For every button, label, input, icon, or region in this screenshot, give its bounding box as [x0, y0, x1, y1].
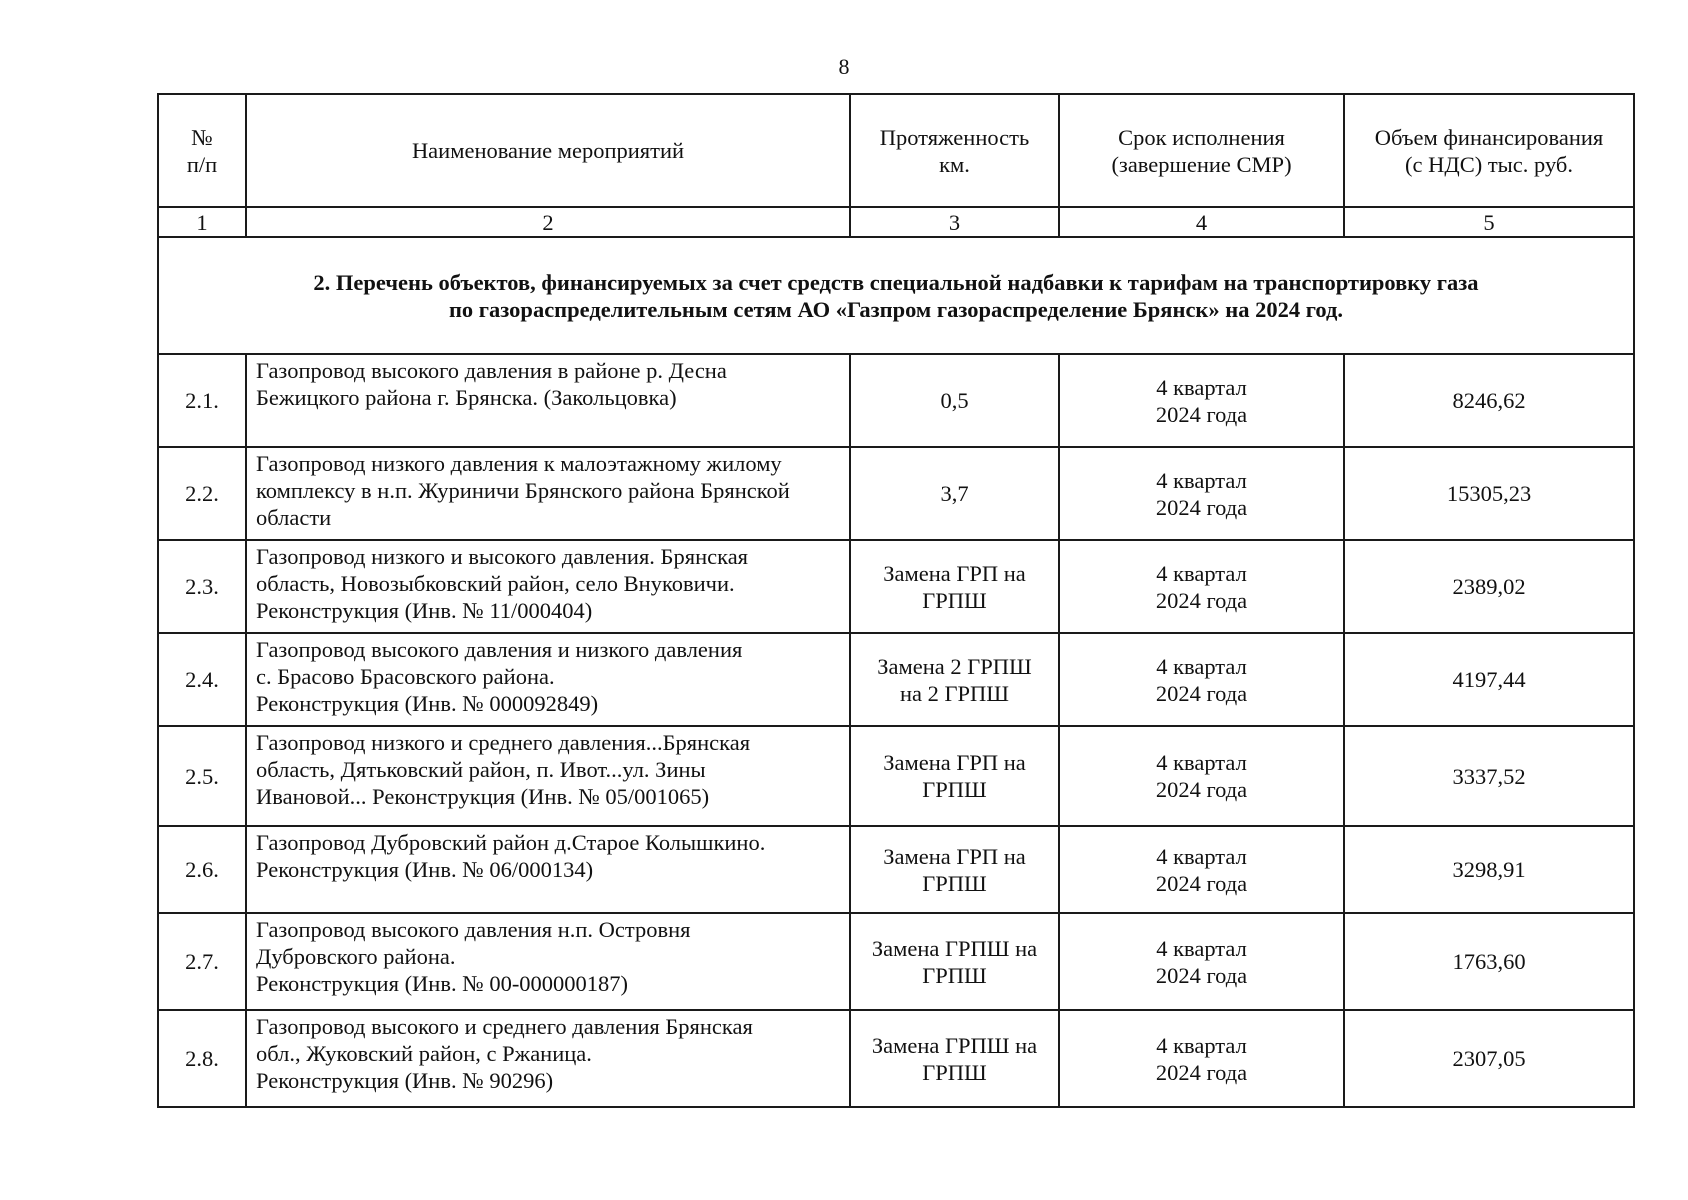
row-number: 2.6.: [158, 826, 246, 913]
row-amount: 1763,60: [1344, 913, 1634, 1010]
row-amount: 15305,23: [1344, 447, 1634, 540]
row-amount: 4197,44: [1344, 633, 1634, 726]
table-header-row: [158, 94, 1634, 207]
table-row: [158, 633, 1634, 726]
section-row: [158, 237, 1634, 354]
row-name: Газопровод высокого и среднего давления Брянская обл., Жуковский район, с Ржаница. Реконструкция (Инв. № 90296): [246, 1010, 850, 1107]
row-amount: 3337,52: [1344, 726, 1634, 826]
row-deadline: 4 квартал 2024 года: [1059, 826, 1344, 913]
row-number: 2.2.: [158, 447, 246, 540]
table-row: [158, 913, 1634, 1010]
row-number: 2.1.: [158, 354, 246, 447]
column-number: 3: [850, 207, 1059, 237]
table-row: [158, 447, 1634, 540]
row-deadline: 4 квартал 2024 года: [1059, 1010, 1344, 1107]
row-length: Замена ГРПШ на ГРПШ: [850, 1010, 1059, 1107]
table-row: [158, 826, 1634, 913]
row-length: 0,5: [850, 354, 1059, 447]
row-number: 2.4.: [158, 633, 246, 726]
row-name: Газопровод низкого давления к малоэтажному жилому комплексу в н.п. Журиничи Брянского района Брянской области: [246, 447, 850, 540]
row-deadline: 4 квартал 2024 года: [1059, 540, 1344, 633]
row-number: 2.7.: [158, 913, 246, 1010]
header-name: Наименование мероприятий: [246, 94, 850, 207]
row-number: 2.8.: [158, 1010, 246, 1107]
page-number: 8: [838, 54, 850, 79]
row-name: Газопровод высокого давления в районе р. Десна Бежицкого района г. Брянска. (Закольцовка): [246, 354, 850, 447]
row-amount: 2389,02: [1344, 540, 1634, 633]
row-number: 2.5.: [158, 726, 246, 826]
row-amount: 3298,91: [1344, 826, 1634, 913]
column-number: 2: [246, 207, 850, 237]
financing-table: [157, 93, 1635, 1108]
table-row: [158, 354, 1634, 447]
table-row: [158, 540, 1634, 633]
row-deadline: 4 квартал 2024 года: [1059, 726, 1344, 826]
row-amount: 8246,62: [1344, 354, 1634, 447]
row-length: Замена 2 ГРПШ на 2 ГРПШ: [850, 633, 1059, 726]
row-length: Замена ГРП на ГРПШ: [850, 726, 1059, 826]
column-number: 4: [1059, 207, 1344, 237]
row-deadline: 4 квартал 2024 года: [1059, 354, 1344, 447]
header-amount: Объем финансирования (с НДС) тыс. руб.: [1344, 94, 1634, 207]
column-number: 5: [1344, 207, 1634, 237]
header-length: Протяженность км.: [850, 94, 1059, 207]
header-deadline: Срок исполнения (завершение СМР): [1059, 94, 1344, 207]
row-length: Замена ГРПШ на ГРПШ: [850, 913, 1059, 1010]
row-deadline: 4 квартал 2024 года: [1059, 447, 1344, 540]
row-name: Газопровод низкого и среднего давления...Брянская область, Дятьковский район, п. Ивот...ул. Зины Ивановой... Реконструкция (Инв. № 05/001065): [246, 726, 850, 826]
table-row: [158, 1010, 1634, 1107]
row-name: Газопровод Дубровский район д.Старое Колышкино. Реконструкция (Инв. № 06/000134): [246, 826, 850, 913]
row-deadline: 4 квартал 2024 года: [1059, 913, 1344, 1010]
column-number: 1: [158, 207, 246, 237]
row-number: 2.3.: [158, 540, 246, 633]
row-length: Замена ГРП на ГРПШ: [850, 826, 1059, 913]
row-name: Газопровод низкого и высокого давления. Брянская область, Новозыбковский район, село Внуковичи. Реконструкция (Инв. № 11/000404): [246, 540, 850, 633]
section-title: 2. Перечень объектов, финансируемых за счет средств специальной надбавки к тарифам на транспортировку газа по газораспределительным сетям АО «Газпром газораспределение Брянск» на 2024 год.: [158, 237, 1634, 354]
row-length: 3,7: [850, 447, 1059, 540]
row-length: Замена ГРП на ГРПШ: [850, 540, 1059, 633]
header-number: № п/п: [158, 94, 246, 207]
row-name: Газопровод высокого давления и низкого давления с. Брасово Брасовского района. Реконструкция (Инв. № 000092849): [246, 633, 850, 726]
row-deadline: 4 квартал 2024 года: [1059, 633, 1344, 726]
row-amount: 2307,05: [1344, 1010, 1634, 1107]
row-name: Газопровод высокого давления н.п. Островня Дубровского района. Реконструкция (Инв. № 00-000000187): [246, 913, 850, 1010]
table-row: [158, 726, 1634, 826]
column-numbers-row: [158, 207, 1634, 237]
